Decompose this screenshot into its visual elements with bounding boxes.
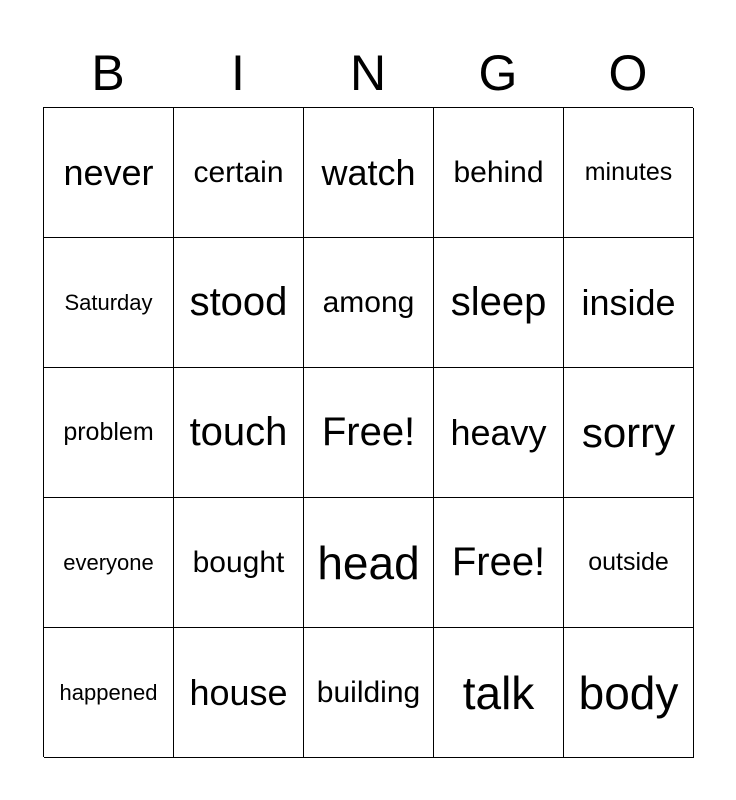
bingo-cell[interactable] <box>564 368 694 498</box>
cell-word: talk <box>462 666 535 719</box>
cell-word: minutes <box>584 158 673 186</box>
cell-word: house <box>189 671 288 713</box>
bingo-cell[interactable] <box>564 628 694 758</box>
cell-word: Saturday <box>64 289 153 315</box>
cell-word: outside <box>588 548 669 576</box>
bingo-cell[interactable] <box>304 628 434 758</box>
free-space-cell[interactable] <box>434 498 564 628</box>
bingo-cell[interactable] <box>44 368 174 498</box>
bingo-cell[interactable] <box>174 238 304 368</box>
bingo-cell[interactable] <box>304 108 434 238</box>
bingo-cell[interactable] <box>434 628 564 758</box>
free-space-cell[interactable] <box>304 368 434 498</box>
bingo-cell[interactable] <box>564 238 694 368</box>
bingo-cell[interactable] <box>174 368 304 498</box>
header-letter-g: G <box>478 45 518 101</box>
cell-word: problem <box>63 418 154 446</box>
bingo-cell[interactable] <box>304 498 434 628</box>
bingo-cell[interactable] <box>174 108 304 238</box>
cell-word: body <box>578 666 679 719</box>
cell-word: never <box>63 151 154 193</box>
header-letter-n: N <box>349 45 387 101</box>
cell-word: sorry <box>581 408 676 456</box>
free-space-label: Free! <box>451 540 546 584</box>
cell-word: touch <box>189 410 288 454</box>
bingo-cell[interactable] <box>174 498 304 628</box>
bingo-cell[interactable] <box>44 498 174 628</box>
bingo-cell[interactable] <box>44 238 174 368</box>
bingo-cell[interactable] <box>44 108 174 238</box>
cell-word: head <box>317 536 420 589</box>
cell-word: happened <box>59 679 158 705</box>
cell-word: heavy <box>450 411 547 453</box>
bingo-cell[interactable] <box>304 238 434 368</box>
header-letter-i: I <box>231 45 245 101</box>
cell-word: watch <box>321 151 416 193</box>
free-space-label: Free! <box>321 410 416 454</box>
bingo-cell[interactable] <box>434 238 564 368</box>
cell-word: among <box>322 285 415 319</box>
cell-word: inside <box>581 281 676 323</box>
bingo-cell[interactable] <box>434 368 564 498</box>
header-letter-b: B <box>91 45 125 101</box>
cell-word: certain <box>193 155 284 189</box>
bingo-header <box>43 40 693 106</box>
cell-word: stood <box>189 280 288 324</box>
cell-word: bought <box>192 545 285 579</box>
header-letter-o: O <box>608 45 648 101</box>
bingo-cell[interactable] <box>564 498 694 628</box>
cell-word: behind <box>453 155 544 189</box>
cell-word: sleep <box>450 280 547 324</box>
bingo-cell[interactable] <box>174 628 304 758</box>
bingo-cell[interactable] <box>564 108 694 238</box>
bingo-cell[interactable] <box>434 108 564 238</box>
bingo-board <box>43 107 693 757</box>
bingo-cell[interactable] <box>44 628 174 758</box>
cell-word: everyone <box>63 549 154 575</box>
cell-word: building <box>316 675 421 709</box>
